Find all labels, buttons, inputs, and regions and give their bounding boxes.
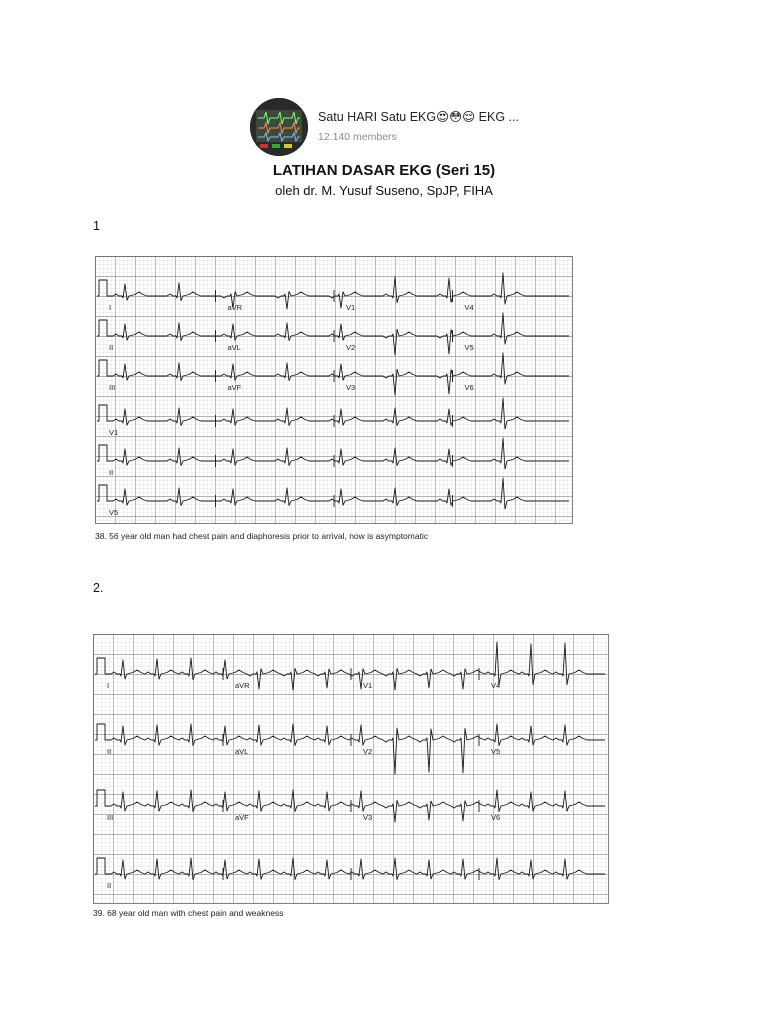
group-member-count: 12.140 members: [318, 130, 397, 143]
lead-label: V5: [491, 747, 501, 756]
lead-label: V4: [491, 681, 501, 690]
lead-label: aVR: [235, 681, 250, 690]
lead-label: aVL: [235, 747, 249, 756]
lead-label: aVF: [227, 383, 242, 392]
group-header: [250, 96, 525, 158]
lead-label: II: [109, 468, 114, 477]
lead-label: III: [109, 383, 116, 392]
item-number-1: 1: [93, 219, 100, 233]
group-avatar: [250, 98, 308, 156]
lead-label: aVF: [235, 813, 249, 822]
ecg-caption-1: 38. 56 year old man had chest pain and diaphoresis prior to arrival, now is asymptomatic: [95, 531, 429, 541]
lead-label: I: [107, 681, 110, 690]
lead-label: V2: [346, 343, 356, 352]
lead-label: V5: [464, 343, 474, 352]
ecg-tracing-2: [93, 634, 609, 904]
lead-label: V3: [346, 383, 356, 392]
document-title: LATIHAN DASAR EKG (Seri 15): [272, 162, 496, 179]
lead-label: V1: [109, 428, 119, 437]
group-name: Satu HARI Satu EKG😍😳😌 EKG ...: [318, 110, 519, 125]
lead-label: V1: [363, 681, 373, 690]
item-number-2: 2.: [93, 581, 104, 595]
document-author: oleh dr. M. Yusuf Suseno, SpJP, FIHA: [275, 183, 493, 198]
lead-label: III: [107, 813, 114, 822]
lead-label: V2: [363, 747, 373, 756]
lead-label: II: [107, 881, 112, 890]
lead-label: V6: [464, 383, 474, 392]
lead-label: V1: [346, 303, 356, 312]
lead-label: aVL: [227, 343, 241, 352]
ecg-caption-2: 39. 68 year old man with chest pain and weakness: [93, 908, 284, 918]
ecg-tracing-1: [95, 256, 573, 524]
lead-label: I: [109, 303, 112, 312]
lead-label: V6: [491, 813, 501, 822]
lead-label: V3: [363, 813, 373, 822]
lead-label: II: [109, 343, 114, 352]
lead-label: aVR: [227, 303, 243, 312]
lead-label: V5: [109, 508, 119, 517]
lead-label: II: [107, 747, 112, 756]
lead-label: V4: [464, 303, 474, 312]
